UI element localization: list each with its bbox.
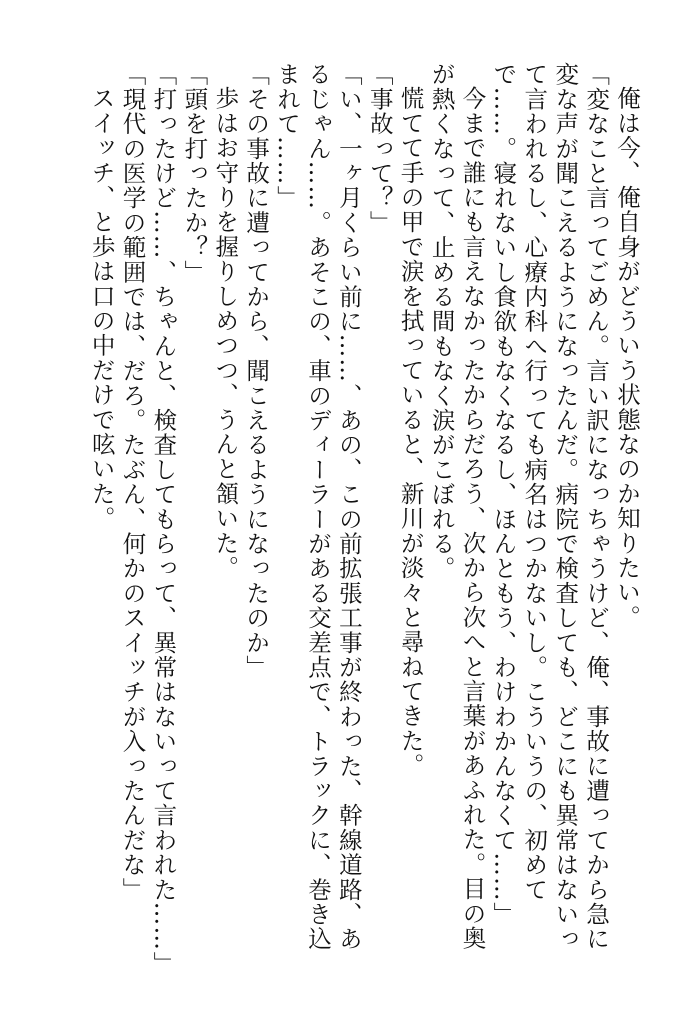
paragraph-8: 歩はお守りを握りしめつつ、うんと頷いた。: [211, 85, 240, 580]
paragraph-12: スイッチ、と歩は口の中だけで呟いた。: [87, 85, 116, 531]
paragraph-9: 「頭を打ったか？」: [180, 62, 209, 285]
paragraph-3: 今まで誰にも言えなかったからだろう、次から次へと言葉があふれた。目の奥が熱くなって、止める間もなく涙がこぼれる。: [427, 62, 487, 950]
vertical-text-body: [86, 62, 642, 976]
paragraph-5: 「事故って？」: [365, 62, 394, 235]
paragraph-1: 俺は今、俺自身がどういう状態なのか知りたい。: [613, 85, 641, 629]
paragraph-4: 慌てて手の甲で涙を拭っていると、新川が淡々と尋ねてきた。: [396, 85, 425, 778]
paragraph-6: 「い、一ヶ月くらい前に……、あの、この前拡張工事が終わった、幹線道路、あるじゃん……。あそこの、車のディーラーがある交差点で、トラックに、巻き込まれて……」: [273, 62, 363, 952]
paragraph-11: 「現代の医学の範囲では、だろ。たぶん、何かのスイッチが入ったんだな」: [118, 62, 147, 902]
paragraph-7: 「その事故に遭ってから、聞こえるようになったのか」: [242, 62, 271, 680]
paragraph-2: 「変なこと言ってごめん。言い訳になっちゃうけど、俺、事故に遭ってから急に変な声が聞こえるようになったんだ。病院で検査しても、どこにも異常はないって言われるし、心療内科へ行っても病名はつかないし。こういうの、初めてで……。寝れないし食欲もなくなるし、ほんともう、わけわかんなくて……」: [489, 62, 611, 952]
paragraph-10: 「打ったけど……、ちゃんと、検査してもらって、異常はないって言われた……」: [149, 62, 178, 976]
